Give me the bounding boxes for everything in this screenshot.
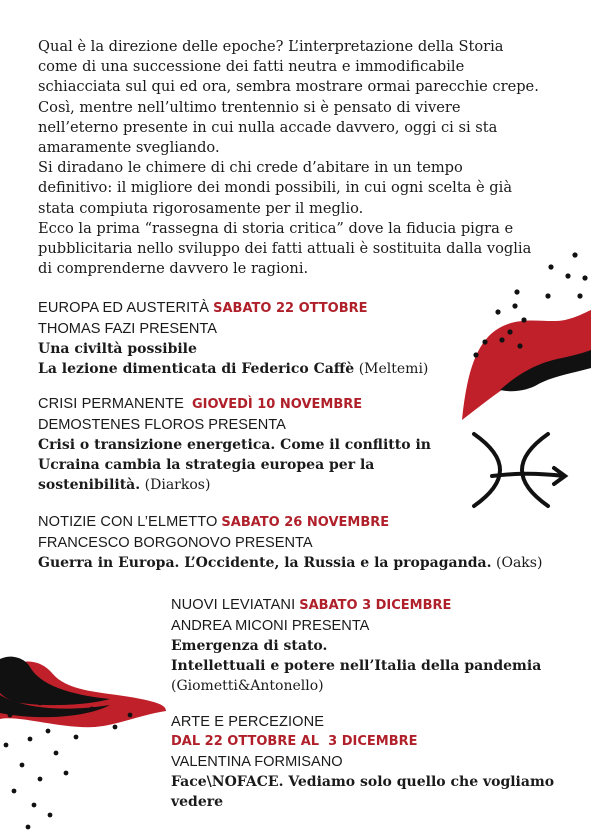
intro-line: Ecco la prima “rassegna di storia critica” dove la fiducia pigra e (38, 219, 514, 237)
event-heading (38, 298, 428, 319)
event-title: ARTE E PERCEZIONE (171, 714, 325, 730)
book-title-line: Emergenza di stato. (171, 638, 328, 654)
event-title: EUROPA ED AUSTERITÀ (38, 300, 210, 316)
intro-line: come di una successione dei fatti neutra e immodificabile (38, 58, 465, 76)
event-date: SABATO 22 OTTOBRE (213, 301, 368, 316)
event-presenter: ANDREA MICONI PRESENTA (171, 618, 370, 634)
event-heading (38, 394, 431, 415)
book-title-line: vedere (171, 794, 224, 810)
event-title: NOTIZIE CON L’ELMETTO (38, 514, 218, 530)
publisher: (Meltemi) (358, 361, 429, 377)
intro-line: di comprenderne davvero le ragioni. (38, 260, 309, 278)
intro-line: Così, mentre nell’ultimo trentennio si è pensato di vivere (38, 98, 461, 116)
intro-line: definitivo: il migliore dei mondi possibili, in cui ogni scelta è già (38, 179, 513, 197)
event-presenter: THOMAS FAZI PRESENTA (38, 321, 217, 337)
intro-line: Si diradano le chimere di chi crede d’abitare in un tempo (38, 159, 463, 177)
event-crisi-permanente (38, 394, 431, 495)
event-heading (38, 512, 542, 533)
book-title-line: Ucraina cambia la strategia europea per la (38, 457, 375, 473)
intro-line: stata compiuta rigorosamente per il meglio. (38, 199, 364, 217)
book-title-line: Guerra in Europa. L’Occidente, la Russia e la propaganda. (38, 555, 492, 571)
event-presenter: VALENTINA FORMISANO (171, 754, 343, 770)
intro-line: Qual è la direzione delle epoche? L’interpretazione della Storia (38, 38, 504, 55)
book-title-line: Una civiltà possibile (38, 341, 197, 357)
event-presenter: FRANCESCO BORGONOVO PRESENTA (38, 535, 313, 551)
event-arte-percezione (171, 712, 554, 812)
intro-line: nell’eterno presente in cui nulla accade davvero, oggi ci si sta (38, 118, 498, 136)
intro-line: pubblicitaria nello sviluppo dei fatti attuali è sostituita dalla voglia (38, 240, 532, 258)
event-europa-austerita (38, 298, 428, 379)
event-heading (171, 595, 541, 616)
event-date: GIOVEDÌ 10 NOVEMBRE (191, 397, 363, 412)
event-date: SABATO 3 DICEMBRE (299, 598, 452, 613)
intro-line: amaramente svegliando. (38, 139, 220, 157)
publisher: (Diarkos) (144, 477, 211, 493)
book-title-line: Intellettuali e potere nell’Italia della pandemia (171, 658, 542, 674)
event-title: NUOVI LEVIATANI (171, 597, 296, 613)
book-title-line: Face\NOFACE. Vediamo solo quello che vogliamo (171, 774, 555, 790)
book-title-line: Crisi o transizione energetica. Come il conflitto in (38, 437, 431, 453)
red-black-wave-shape-left (0, 655, 170, 835)
event-date: SABATO 26 NOVEMBRE (221, 515, 390, 530)
book-title-line: sostenibilità. (38, 477, 141, 493)
red-black-wave-shape (440, 240, 591, 430)
intro-line: schiacciata sul qui ed ora, sembra mostrare ormai parecchie crepe. (38, 78, 539, 96)
publisher: (Giometti&Antonello) (171, 678, 324, 694)
book-title-line: La lezione dimenticata di Federico Caffè (38, 361, 355, 377)
pisces-symbol-icon (470, 430, 570, 510)
event-presenter: DEMOSTENES FLOROS PRESENTA (38, 417, 286, 433)
event-title: CRISI PERMANENTE (38, 396, 184, 412)
event-notizie-elmetto (38, 512, 542, 573)
event-nuovi-leviatani (171, 595, 541, 696)
publisher: (Oaks) (496, 555, 543, 571)
event-date: DAL 22 OTTOBRE AL 3 DICEMBRE (171, 734, 418, 749)
